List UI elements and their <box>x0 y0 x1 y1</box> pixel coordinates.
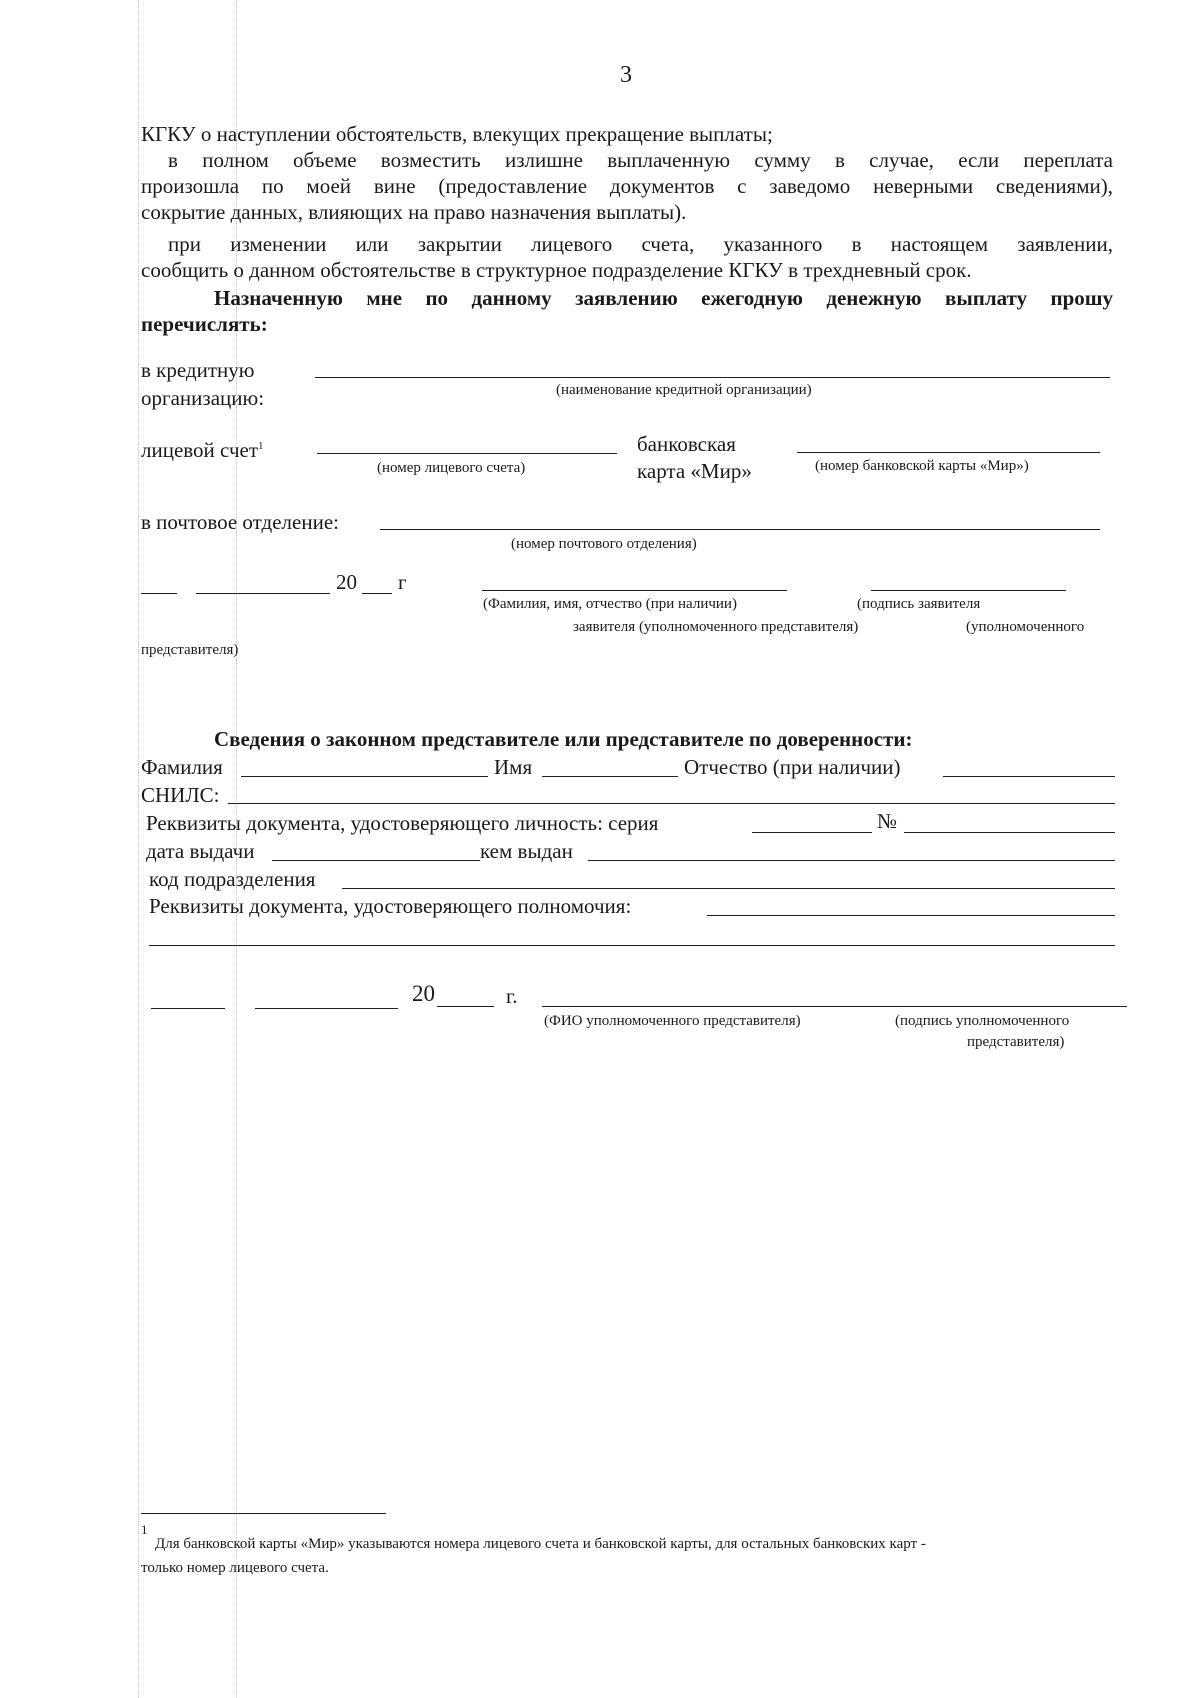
division-code-field[interactable] <box>342 888 1115 889</box>
credit-org-hint: (наименование кредитной организации) <box>556 382 812 398</box>
rep-fio-hint: (ФИО уполномоченного представителя) <box>544 1013 801 1029</box>
post-office-label: в почтовое отделение: <box>141 510 339 534</box>
card-number-hint: (номер банковской карты «Мир») <box>815 458 1029 474</box>
applicant-signature-field[interactable] <box>871 590 1066 591</box>
id-number-field[interactable] <box>904 832 1115 833</box>
rep-date-year-suffix: г. <box>506 984 518 1008</box>
applicant-signature-hint: (подпись заявителя <box>857 596 981 612</box>
authority-doc-field-cont[interactable] <box>149 945 1115 946</box>
applicant-fio-hint: (Фамилия, имя, отчество (при наличии) <box>483 596 737 612</box>
surname-field[interactable] <box>241 776 488 777</box>
applicant-signature-hint: представителя) <box>141 642 239 658</box>
intro-para2-line: сообщить о данном обстоятельстве в структурное подразделение КГКУ в трехдневный срок. <box>141 258 972 282</box>
card-number-field[interactable] <box>797 452 1100 453</box>
scan-artifact-line <box>138 0 140 1698</box>
surname-label: Фамилия <box>141 755 223 779</box>
name-label: Имя <box>494 755 533 779</box>
authority-doc-field[interactable] <box>707 915 1115 916</box>
snils-field[interactable] <box>228 803 1115 804</box>
rep-date-year-prefix: 20 <box>412 981 435 1006</box>
credit-org-field[interactable] <box>315 377 1110 378</box>
representative-heading: Сведения о законном представителе или представителе по доверенности: <box>214 727 913 751</box>
rep-signature-hint: (подпись уполномоченного <box>895 1013 1070 1029</box>
intro-para1-line: сокрытие данных, влияющих на право назначения выплаты). <box>141 200 687 224</box>
payment-heading: Назначенную мне по данному заявлению ежегодную денежную выплату прошу <box>214 286 1113 310</box>
id-series-field[interactable] <box>752 832 872 833</box>
patronymic-label: Отчество (при наличии) <box>684 755 901 779</box>
account-label-text: лицевой счет <box>141 438 258 462</box>
date-year-field[interactable] <box>362 593 392 594</box>
footnote-separator <box>141 1513 386 1514</box>
post-office-field[interactable] <box>380 529 1100 530</box>
authority-doc-label: Реквизиты документа, удостоверяющего полномочия: <box>149 894 632 918</box>
date-year-suffix: г <box>398 570 407 594</box>
issued-by-label: кем выдан <box>480 839 573 863</box>
id-number-sign: № <box>877 809 898 833</box>
intro-line: КГКУ о наступлении обстоятельств, влекущих прекращение выплаты; <box>141 122 773 146</box>
payment-heading-cont: перечислять: <box>141 312 268 336</box>
date-month-field[interactable] <box>196 593 330 594</box>
rep-fio-signature-field[interactable] <box>542 1006 1127 1007</box>
footnote-ref: 1 <box>258 440 264 452</box>
rep-signature-hint: представителя) <box>967 1034 1065 1050</box>
intro-para1-line: в полном объеме возместить излишне выплаченную сумму в случае, если переплата <box>168 148 1113 172</box>
card-label: карта «Мир» <box>637 459 752 483</box>
credit-org-label: в кредитную <box>141 358 255 382</box>
card-label: банковская <box>637 432 736 456</box>
name-field[interactable] <box>542 776 678 777</box>
footnote-mark: 1 <box>141 1522 148 1537</box>
footnote-text: только номер лицевого счета. <box>141 1560 329 1576</box>
patronymic-field[interactable] <box>943 776 1115 777</box>
rep-date-year-field[interactable] <box>437 1006 494 1007</box>
division-code-label: код подразделения <box>149 867 316 891</box>
account-number-field[interactable] <box>317 453 617 454</box>
page-number: 3 <box>620 62 632 88</box>
credit-org-label: организацию: <box>141 386 265 410</box>
issue-date-label: дата выдачи <box>146 839 255 863</box>
intro-para2-line: при изменении или закрытии лицевого счета, указанного в настоящем заявлении, <box>168 232 1113 256</box>
id-doc-label: Реквизиты документа, удостоверяющего личность: серия <box>146 811 659 835</box>
account-number-hint: (номер лицевого счета) <box>377 460 526 476</box>
applicant-signature-hint: (уполномоченного <box>966 619 1085 635</box>
applicant-fio-hint: заявителя (уполномоченного представителя) <box>573 619 859 635</box>
rep-date-day-field[interactable] <box>151 1008 225 1009</box>
date-year-prefix: 20 <box>336 570 357 594</box>
snils-label: СНИЛС: <box>141 783 220 807</box>
applicant-fio-field[interactable] <box>482 590 787 591</box>
issue-date-field[interactable] <box>272 860 480 861</box>
post-office-hint: (номер почтового отделения) <box>511 536 697 552</box>
account-label <box>141 433 264 463</box>
rep-date-month-field[interactable] <box>255 1008 398 1009</box>
date-day-field[interactable] <box>141 593 177 594</box>
issued-by-field[interactable] <box>588 860 1115 861</box>
intro-para1-line: произошла по моей вине (предоставление документов с заведомо неверными сведениями), <box>141 174 1113 198</box>
footnote-text: Для банковской карты «Мир» указываются номера лицевого счета и банковской карты, для остальных банковских карт - <box>155 1536 926 1552</box>
